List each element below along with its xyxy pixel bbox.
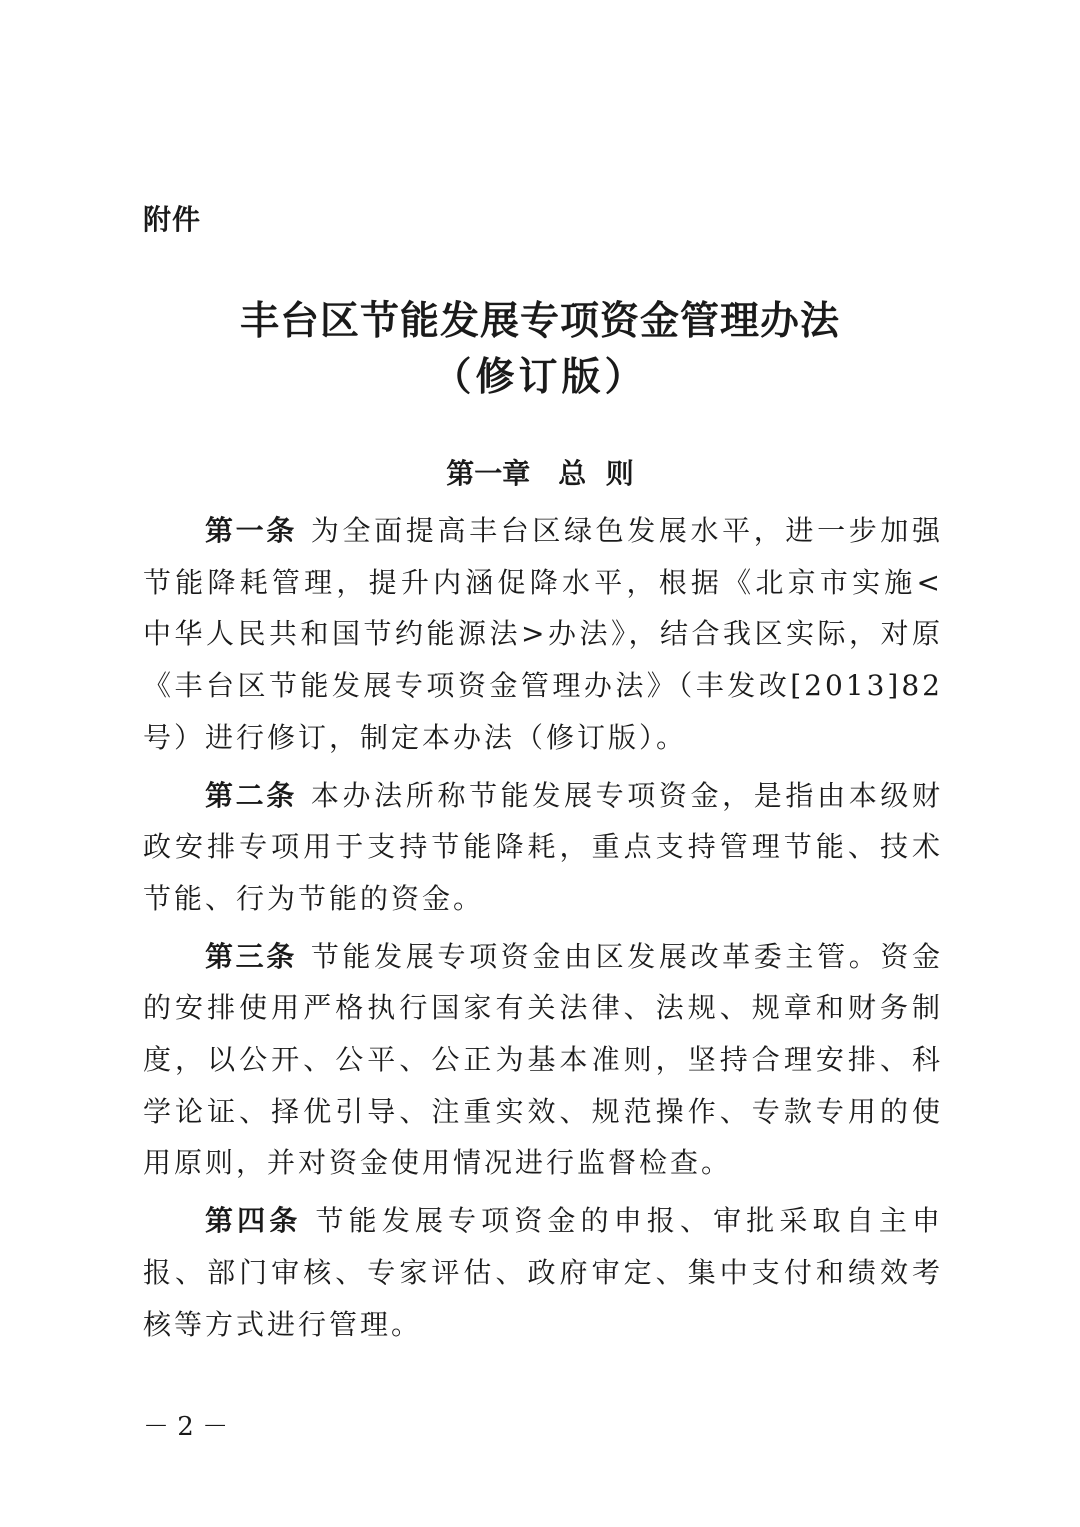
document-title: 丰台区节能发展专项资金管理办法 (239, 298, 840, 344)
article-4 (143, 1195, 943, 1350)
attachment-label: 附件 (143, 203, 202, 236)
article-text: 本办法所称节能发展专项资金，是指由本级财政安排专项用于支持节能降耗，重点支持管理节能、技术节能、行为节能的资金。 (143, 778, 943, 915)
article-label: 第四条 (205, 1204, 302, 1238)
article-label: 第二条 (205, 778, 297, 812)
article-3 (143, 931, 943, 1190)
article-1 (143, 505, 943, 764)
document-subtitle: （修订版） (432, 354, 648, 400)
article-2 (143, 770, 943, 925)
article-label: 第三条 (205, 939, 297, 973)
article-text: 节能发展专项资金的申报、审批采取自主申报、部门审核、专家评估、政府审定、集中支付和绩效考核等方式进行管理。 (143, 1204, 943, 1341)
page-number: － 2 － (143, 1412, 229, 1442)
article-list (143, 505, 943, 1356)
article-label: 第一条 (205, 514, 297, 547)
article-text: 节能发展专项资金由区发展改革委主管。资金的安排使用严格执行国家有关法律、法规、规章和财务制度，以公开、公平、公正为基本准则，坚持合理安排、科学论证、择优引导、注重实效、规范操作、专款专用的使用原则，并对资金使用情况进行监督检查。 (143, 939, 943, 1180)
chapter-heading: 第一章 总 则 (446, 457, 634, 490)
article-text: 为全面提高丰台区绿色发展水平，进一步加强节能降耗管理，提升内涵促降水平，根据《北京市实施<中华人民共和国节约能源法>办法》，结合我区实际，对原《丰台区节能发展专项资金管理办法》（丰发改[2013]82号）进行修订，制定本办法（修订版）。 (143, 514, 943, 754)
